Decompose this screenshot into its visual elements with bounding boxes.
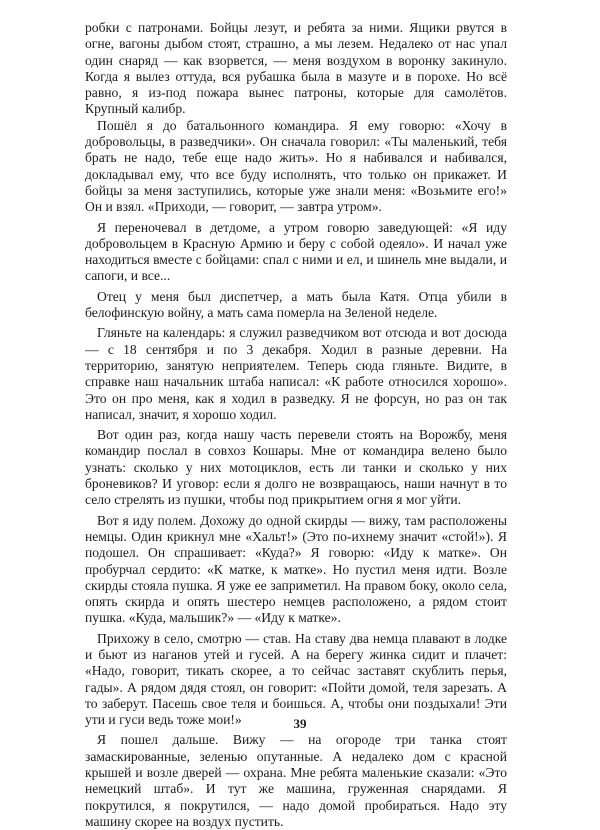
paragraph: Пошёл я до батальонного командира. Я ему говорю: «Хочу в добровольцы, в разведчики». Он сначала говорил: «Ты маленький, тебя брать не надо, тебе еще надо жить». Но я набивался и набивался, докладывал ему, что все буду исполнять, что только он прикажет. И бойцы за меня заступились, которые уже знали меня: «Возьмите его!» Он и взял. «Приходи, — говорит, — завтра утром».	[85, 117, 507, 215]
paragraph: Я переночевал в детдоме, а утром говорю заведующей: «Я иду добровольцем в Красную Армию и беру с собой одеяло». И начал уже находиться вместе с бойцами: спал с ними и ел, и шинель мне выдали, и сапоги, и все...	[85, 219, 507, 284]
paragraph: Прихожу в село, смотрю — став. На ставу два немца плавают в лодке и бьют из наганов утей и гусей. А на берегу жинка сидит и плачет: «Надо, говорит, тикать скорее, а то сейчас заставят скублить перья, гады». А рядом дядя стоял, он говорит: «Пойти домой, теля зарезать. А то заберут. Пасешь свое теля и боишься. А, чтобы они поздыхали! Эти ути и гуси ведь тоже мои!»	[85, 630, 507, 728]
paragraph: Вот один раз, когда нашу часть перевели стоять на Ворожбу, меня командир послал в совхоз Кошары. Мне от командира велено было узнать: сколько у них мотоциклов, есть ли танки и сколько у них броневиков? И уговор: если я долго не возвращаюсь, наши начнут в то село стрелять из пушки, чтобы под прикрытием огня я мог уйти.	[85, 427, 507, 508]
paragraph: Отец у меня был диспетчер, а мать была Катя. Отца убили в белофинскую войну, а мать сама померла на Зеленой неделе.	[85, 288, 507, 321]
page-text-column	[85, 20, 507, 830]
paragraph: Я пошел дальше. Вижу — на огороде три танка стоят замаскированные, зеленью опутанные. А недалеко дом с красной крышей и возле дверей — охрана. Мне ребята маленькие сказали: «Это немецкий штаб». И тут же машина, груженная снарядами. Я покрутился, я покрутился, — надо домой пробираться. Надо эту машину скорее на воздух пустить.	[85, 732, 507, 829]
paragraph: робки с патронами. Бойцы лезут, и ребята за ними. Ящики рвутся в огне, вагоны дыбом стоят, страшно, а мы лезем. Недалеко от нас упал один снаряд — как взорвется, — меня воздухом в воронку закинуло. Когда я вылез оттуда, вся рубашка была в мазуте и в порохе. Но всё равно, я из-под пожара вынес патроны, которые для самолётов. Крупный калибр.	[85, 20, 507, 117]
page-number: 39	[293, 716, 307, 731]
paragraph: Вот я иду полем. Дохожу до одной скирды — вижу, там расположены немцы. Один крикнул мне «Хальт!» (Это по-ихнему значит «стой!»). Я подошел. Он спрашивает: «Куда?» Я говорю: «Иду к матке». Он пробурчал сердито: «К матке, к матке». Но пустил меня идти. Возле скирды стояла пушка. Я уже ее заприметил. На правом боку, около села, опять скирда и опять шестеро немцев расположено, а рядом стоит пушка. «Куда, мальшик?» — «Иду к матке».	[85, 512, 507, 626]
paragraph: Гляньте на календарь: я служил разведчиком вот отсюда и вот досюда — с 18 сентября и по 3 декабря. Ходил в разные деревни. На территорию, занятую неприятелем. Теперь сюда гляньте. Видите, в справке наш начальник штаба написал: «К работе относился хорошо». Это он про меня, как я ходил в разведку. Я не форсун, но раз он так написал, значит, я хорошо ходил.	[85, 325, 507, 422]
